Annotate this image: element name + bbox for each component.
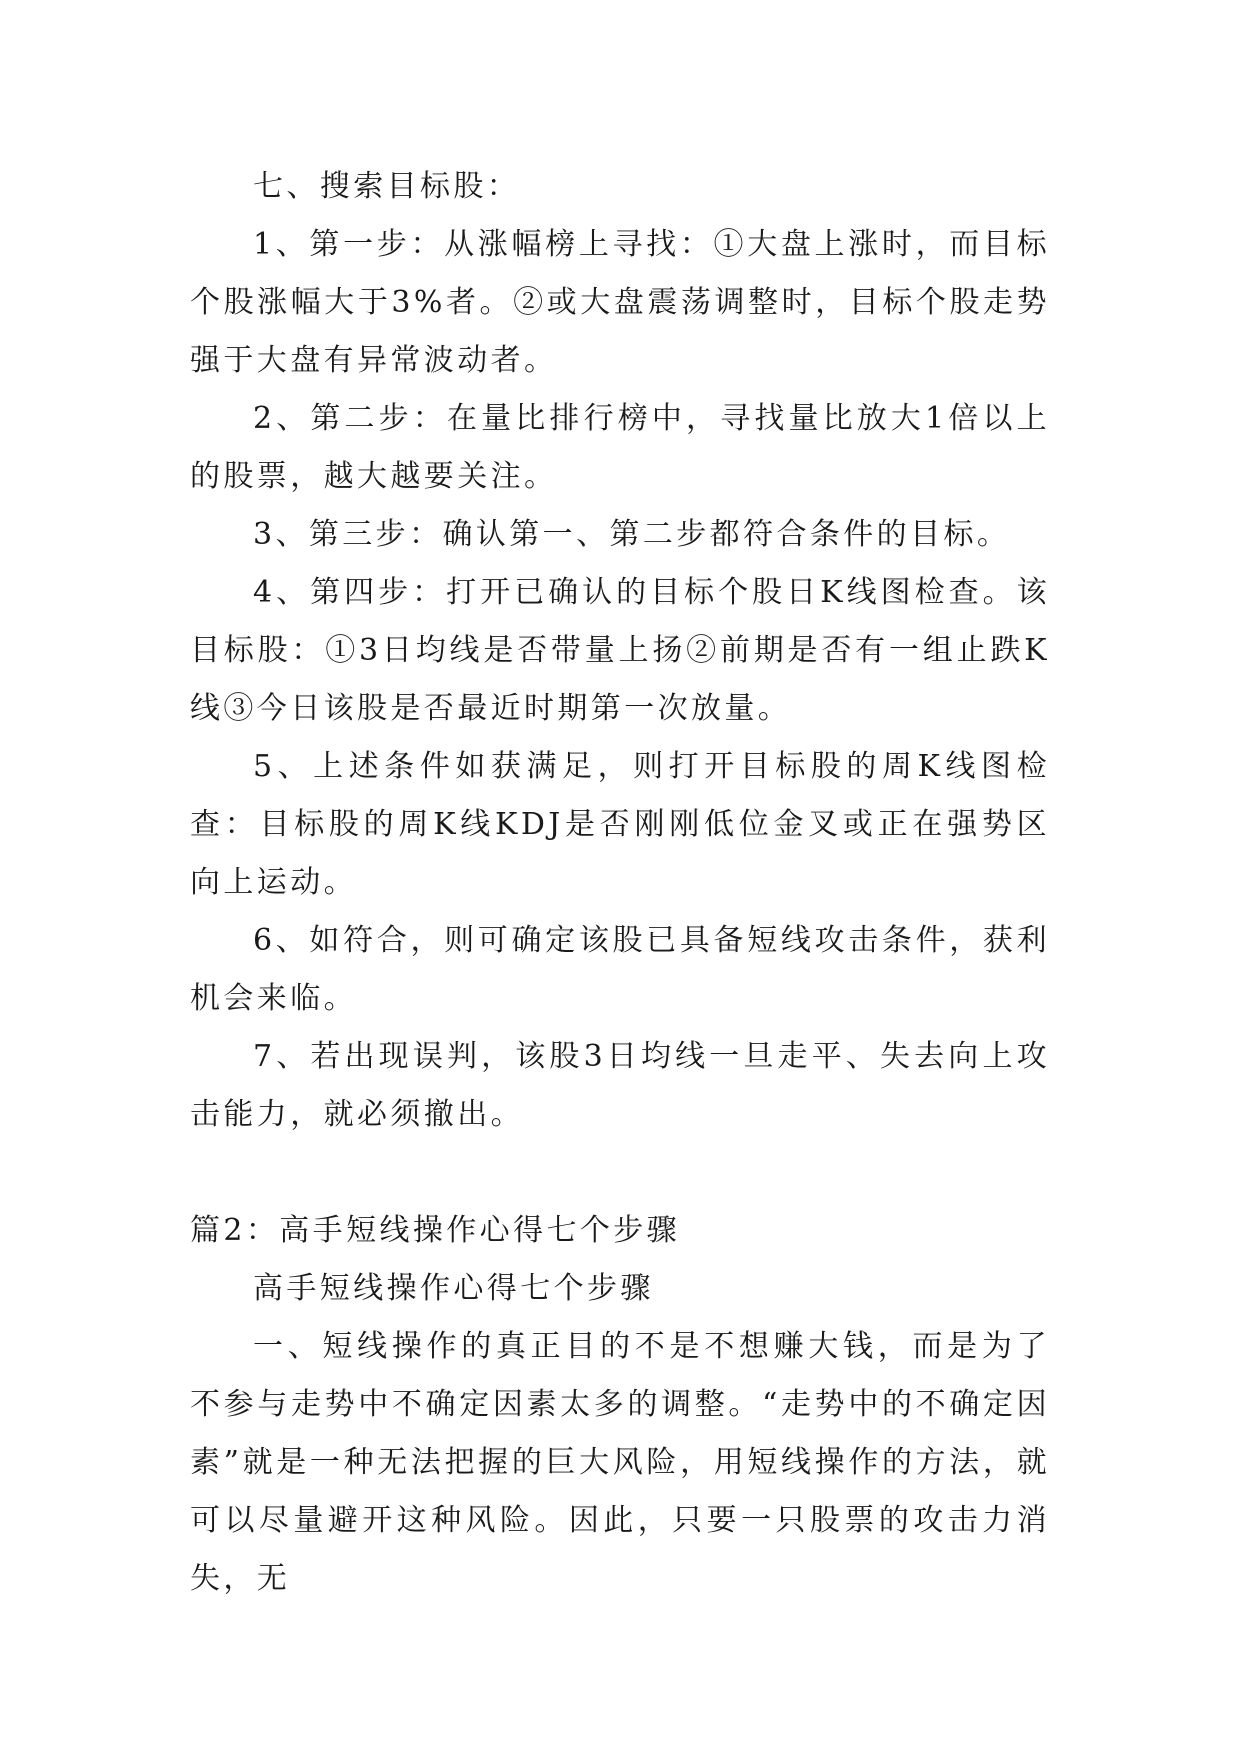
paragraph-step-6: 6、如符合，则可确定该股已具备短线攻击条件，获利机会来临。: [190, 923, 1050, 1016]
paragraph-point-1: 一、短线操作的真正目的不是不想赚大钱，而是为了不参与走势中不确定因素太多的调整。“走势中的不确定因素”就是一种无法把握的巨大风险，用短线操作的方法，就可以尽量避开这种风险。因此，只要一只股票的攻击力消失，无: [190, 1329, 1050, 1596]
paragraph-step-3: 3、第三步：确认第一、第二步都符合条件的目标。: [253, 517, 1011, 552]
paragraph-step-2: 2、第二步：在量比排行榜中，寻找量比放大1倍以上的股票，越大越要关注。: [190, 401, 1050, 494]
document-body: [190, 158, 1050, 1608]
part-title: 篇2：高手短线操作心得七个步骤: [190, 1213, 681, 1248]
paragraph-step-1: 1、第一步：从涨幅榜上寻找：①大盘上涨时，而目标个股涨幅大于3%者。②或大盘震荡调整时，目标个股走势强于大盘有异常波动者。: [190, 227, 1050, 378]
section-heading: 七、搜索目标股：: [253, 169, 521, 204]
paragraph-step-7: 7、若出现误判，该股3日均线一旦走平、失去向上攻击能力，就必须撤出。: [190, 1039, 1050, 1132]
paragraph-step-5: 5、上述条件如获满足，则打开目标股的周K线图检查：目标股的周K线KDJ是否刚刚低位金叉或正在强势区向上运动。: [190, 749, 1050, 900]
part-subtitle: 高手短线操作心得七个步骤: [253, 1271, 654, 1306]
paragraph-step-4: 4、第四步：打开已确认的目标个股日K线图检查。该目标股：①3日均线是否带量上扬②前期是否有一组止跌K线③今日该股是否最近时期第一次放量。: [190, 575, 1050, 726]
